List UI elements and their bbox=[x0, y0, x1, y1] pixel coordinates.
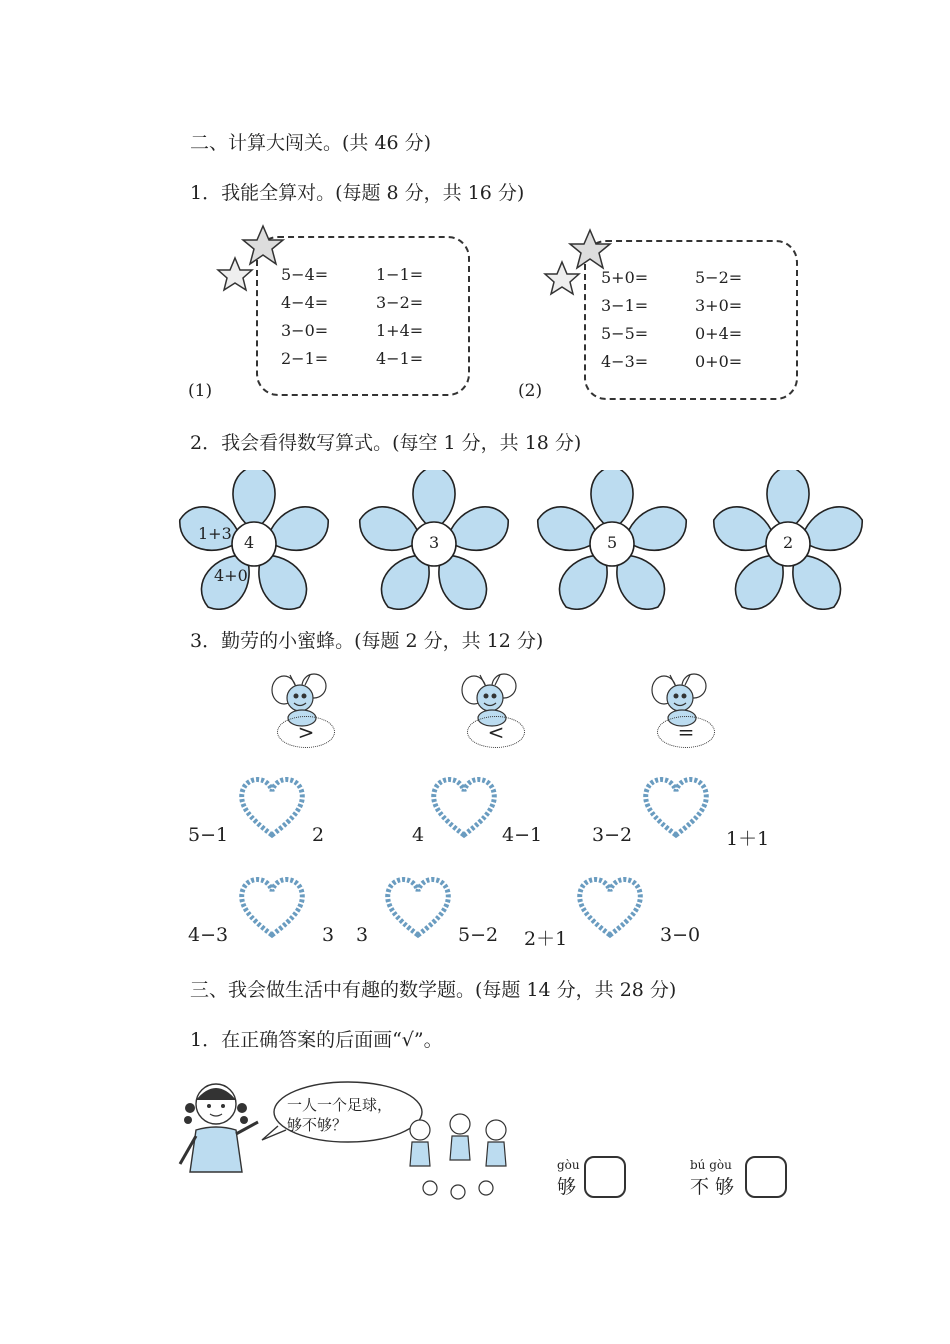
heart-answer-box[interactable] bbox=[384, 875, 452, 939]
heart-answer-box[interactable] bbox=[238, 875, 306, 939]
sign-oval bbox=[467, 716, 525, 748]
flower-1 bbox=[178, 470, 330, 610]
boys-football-illustration bbox=[400, 1110, 524, 1202]
expr: 3−2 bbox=[592, 824, 633, 846]
s3-q1-title: 1．在正确答案的后面画“√”。 bbox=[190, 1029, 443, 1051]
equation: 0+4= bbox=[695, 324, 743, 343]
heart-answer-box[interactable] bbox=[642, 775, 710, 839]
speech-text: 够不够？ bbox=[287, 1116, 348, 1134]
equation: 4−1= bbox=[376, 349, 424, 368]
pinyin: gòu bbox=[557, 1158, 580, 1172]
q1-title: 1．我能全算对。(每题 8 分，共 16 分) bbox=[190, 182, 525, 204]
girl-illustration bbox=[176, 1076, 268, 1176]
equation: 2−1= bbox=[281, 349, 329, 368]
heart-answer-box[interactable] bbox=[238, 775, 306, 839]
sign-text: = bbox=[677, 720, 695, 744]
petal-answer: 4+0 bbox=[214, 566, 248, 585]
equation-box-1 bbox=[256, 236, 470, 396]
equation: 1−1= bbox=[376, 265, 424, 284]
sign-text: < bbox=[487, 720, 505, 744]
expr: 5−2 bbox=[458, 924, 499, 946]
option-text: 够 bbox=[557, 1176, 577, 1198]
star-icon bbox=[542, 226, 612, 306]
answer-checkbox-enough[interactable] bbox=[584, 1156, 626, 1198]
sign-oval bbox=[277, 716, 335, 748]
heart-answer-box[interactable] bbox=[576, 875, 644, 939]
equation: 3−0= bbox=[281, 321, 329, 340]
equation: 1+4= bbox=[376, 321, 424, 340]
flower-2 bbox=[358, 470, 510, 610]
flower-center: 3 bbox=[429, 533, 440, 552]
equation: 5−5= bbox=[601, 324, 649, 343]
flower-4 bbox=[712, 470, 864, 610]
expr: 3−0 bbox=[660, 924, 701, 946]
pinyin: bú gòu bbox=[690, 1158, 732, 1172]
equation: 3+0= bbox=[695, 296, 743, 315]
petal-answer: 1+3 bbox=[198, 524, 232, 543]
expr: 2 bbox=[312, 824, 325, 846]
heart-answer-box[interactable] bbox=[430, 775, 498, 839]
expr: 1＋1 bbox=[726, 828, 770, 850]
equation-box-2 bbox=[584, 240, 798, 400]
label-1: (1) bbox=[188, 381, 213, 401]
expr: 4−3 bbox=[188, 924, 229, 946]
expr: 5−1 bbox=[188, 824, 229, 846]
expr: 4 bbox=[412, 824, 425, 846]
label-2: (2) bbox=[518, 381, 543, 401]
equation: 0+0= bbox=[695, 352, 743, 371]
answer-checkbox-not-enough[interactable] bbox=[745, 1156, 787, 1198]
expr: 4−1 bbox=[502, 824, 543, 846]
equation: 3−2= bbox=[376, 293, 424, 312]
flower-center: 5 bbox=[607, 533, 618, 552]
q2-title: 2．我会看得数写算式。(每空 1 分，共 18 分) bbox=[190, 432, 582, 454]
equation: 5−4= bbox=[281, 265, 329, 284]
equation: 5−2= bbox=[695, 268, 743, 287]
flower-3 bbox=[536, 470, 688, 610]
equation: 4−4= bbox=[281, 293, 329, 312]
flower-center: 4 bbox=[244, 533, 255, 552]
sign-text: > bbox=[297, 720, 315, 744]
option-text: 不 够 bbox=[690, 1176, 735, 1198]
flower-center: 2 bbox=[783, 533, 794, 552]
star-icon bbox=[215, 222, 285, 302]
sign-oval bbox=[657, 716, 715, 748]
equation: 3−1= bbox=[601, 296, 649, 315]
equation: 5+0= bbox=[601, 268, 649, 287]
section2-title: 二、计算大闯关。(共 46 分) bbox=[190, 132, 432, 154]
speech-text: 一人一个足球， bbox=[287, 1096, 393, 1114]
expr: 3 bbox=[356, 924, 369, 946]
section3-title: 三、我会做生活中有趣的数学题。(每题 14 分，共 28 分) bbox=[190, 979, 677, 1001]
equation: 4−3= bbox=[601, 352, 649, 371]
expr: 3 bbox=[322, 924, 335, 946]
q3-title: 3．勤劳的小蜜蜂。(每题 2 分，共 12 分) bbox=[190, 630, 544, 652]
expr: 2＋1 bbox=[524, 928, 568, 950]
